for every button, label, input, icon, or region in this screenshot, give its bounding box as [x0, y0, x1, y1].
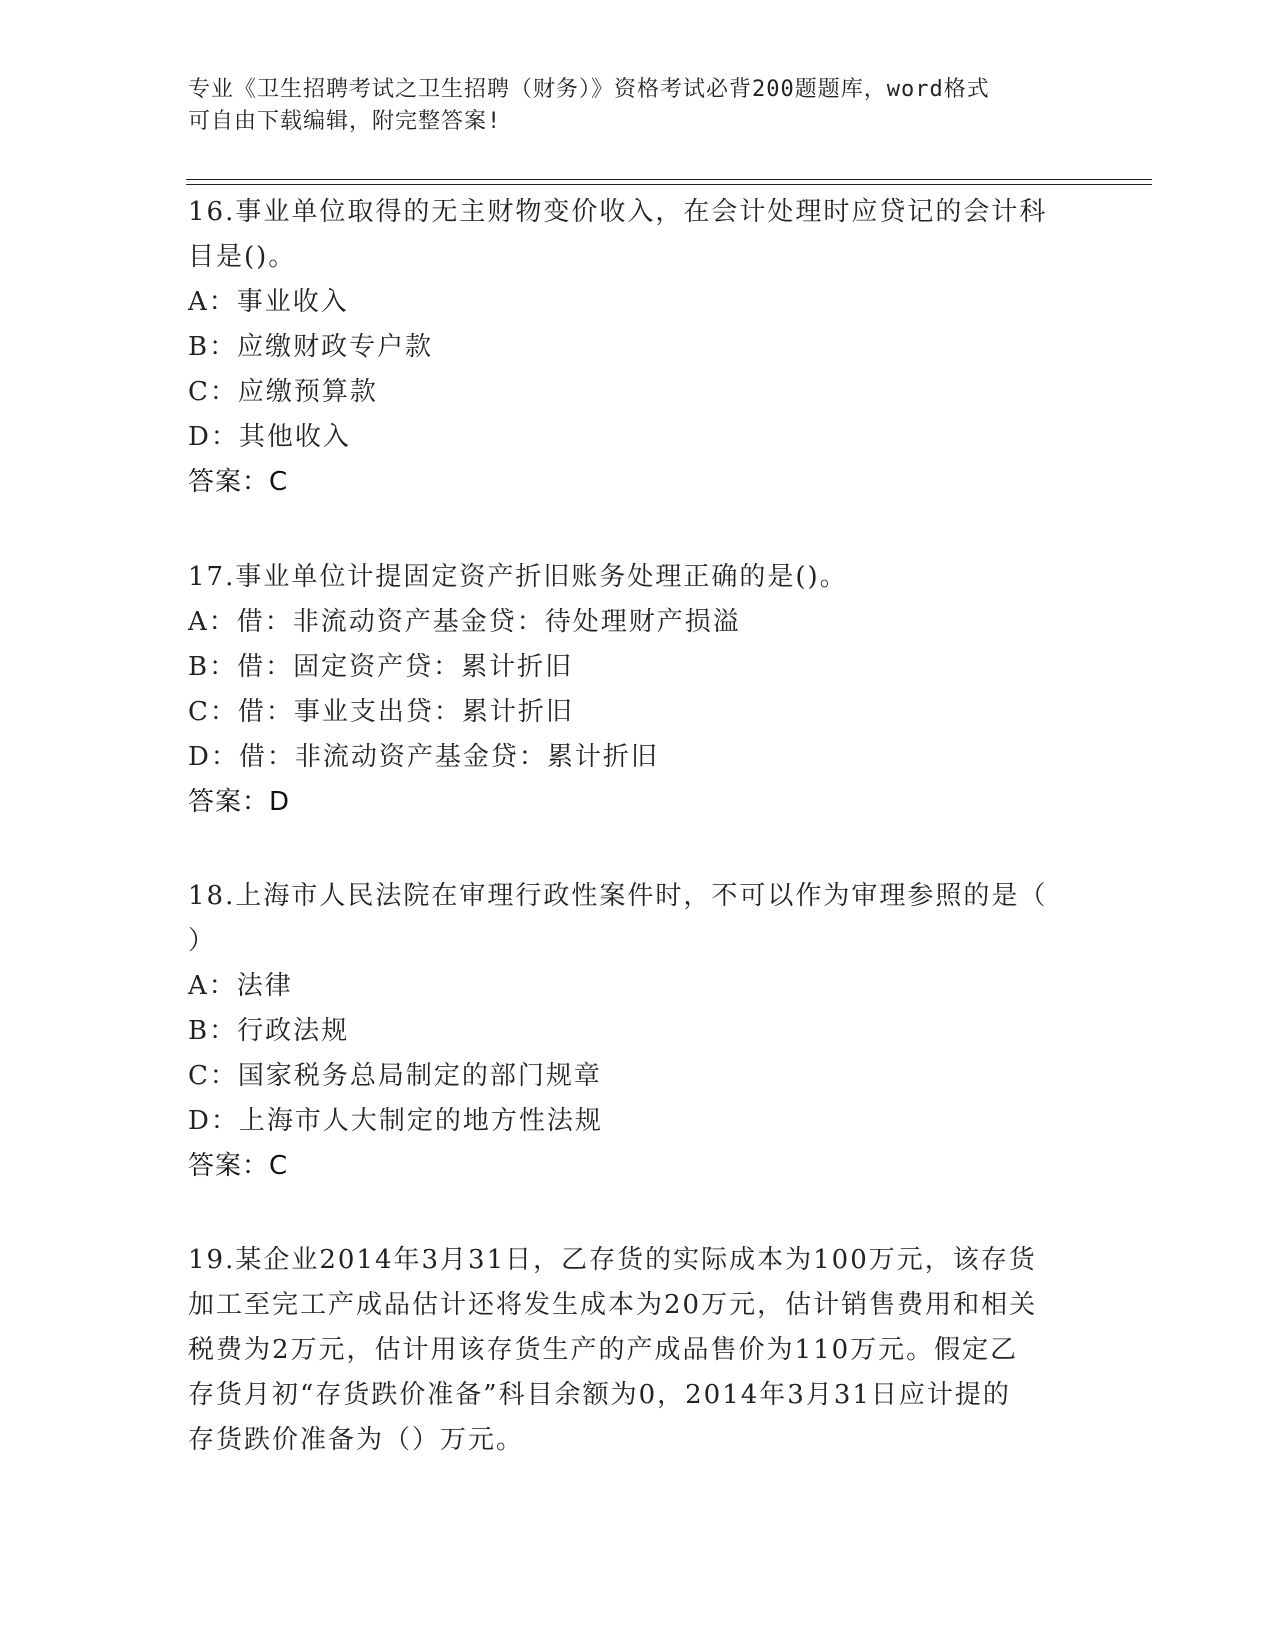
- answer-line: 答案：C: [188, 1151, 289, 1181]
- question-17: [188, 555, 1088, 825]
- option-b: B：应缴财政专户款: [188, 332, 434, 362]
- option-b: B：行政法规: [188, 1016, 350, 1046]
- option-d: D：上海市人大制定的地方性法规: [188, 1106, 603, 1136]
- header-line-2: 可自由下载编辑，附完整答案!: [188, 109, 502, 134]
- header-divider-top: [186, 179, 1152, 180]
- question-stem-line: 18.上海市人民法院在审理行政性案件时，不可以作为审理参照的是（: [188, 881, 1048, 911]
- header-divider-bottom: [186, 184, 1152, 185]
- question-stem-line: 目是()。: [188, 242, 297, 272]
- question-stem-line: 税费为2万元，估计用该存货生产的产成品售价为110万元。假定乙: [188, 1335, 1019, 1365]
- question-stem-line: 19.某企业2014年3月31日，乙存货的实际成本为100万元，该存货: [188, 1245, 1037, 1275]
- question-18: [188, 874, 1088, 1189]
- answer-line: 答案：D: [188, 787, 291, 817]
- option-d: D：借：非流动资产基金贷：累计折旧: [188, 742, 659, 772]
- question-stem-line: 17.事业单位计提固定资产折旧账务处理正确的是()。: [188, 562, 848, 592]
- header-line-1: 专业《卫生招聘考试之卫生招聘（财务）》资格考试必背200题题库，word格式: [188, 77, 990, 102]
- answer-line: 答案：C: [188, 467, 289, 497]
- option-a: A：法律: [188, 971, 293, 1001]
- option-c: C：应缴预算款: [188, 377, 378, 407]
- question-stem-line: 存货月初“存货跌价准备”科目余额为0，2014年3月31日应计提的: [188, 1380, 1011, 1410]
- option-c: C：国家税务总局制定的部门规章: [188, 1061, 602, 1091]
- option-b: B：借：固定资产贷：累计折旧: [188, 652, 574, 682]
- question-stem-line: 存货跌价准备为（）万元。: [188, 1425, 525, 1455]
- question-stem-line: ）: [188, 926, 217, 956]
- question-16: [188, 190, 1088, 505]
- option-a: A：事业收入: [188, 287, 349, 317]
- question-stem-line: 16.事业单位取得的无主财物变价收入，在会计处理时应贷记的会计科: [188, 197, 1048, 227]
- option-a: A：借：非流动资产基金贷：待处理财产损溢: [188, 607, 741, 637]
- option-c: C：借：事业支出贷：累计折旧: [188, 697, 574, 727]
- question-stem-line: 加工至完工产成品估计还将发生成本为20万元，估计销售费用和相关: [188, 1290, 1038, 1320]
- question-19: [188, 1238, 1088, 1463]
- document-header: [188, 74, 1068, 138]
- option-d: D：其他收入: [188, 422, 351, 452]
